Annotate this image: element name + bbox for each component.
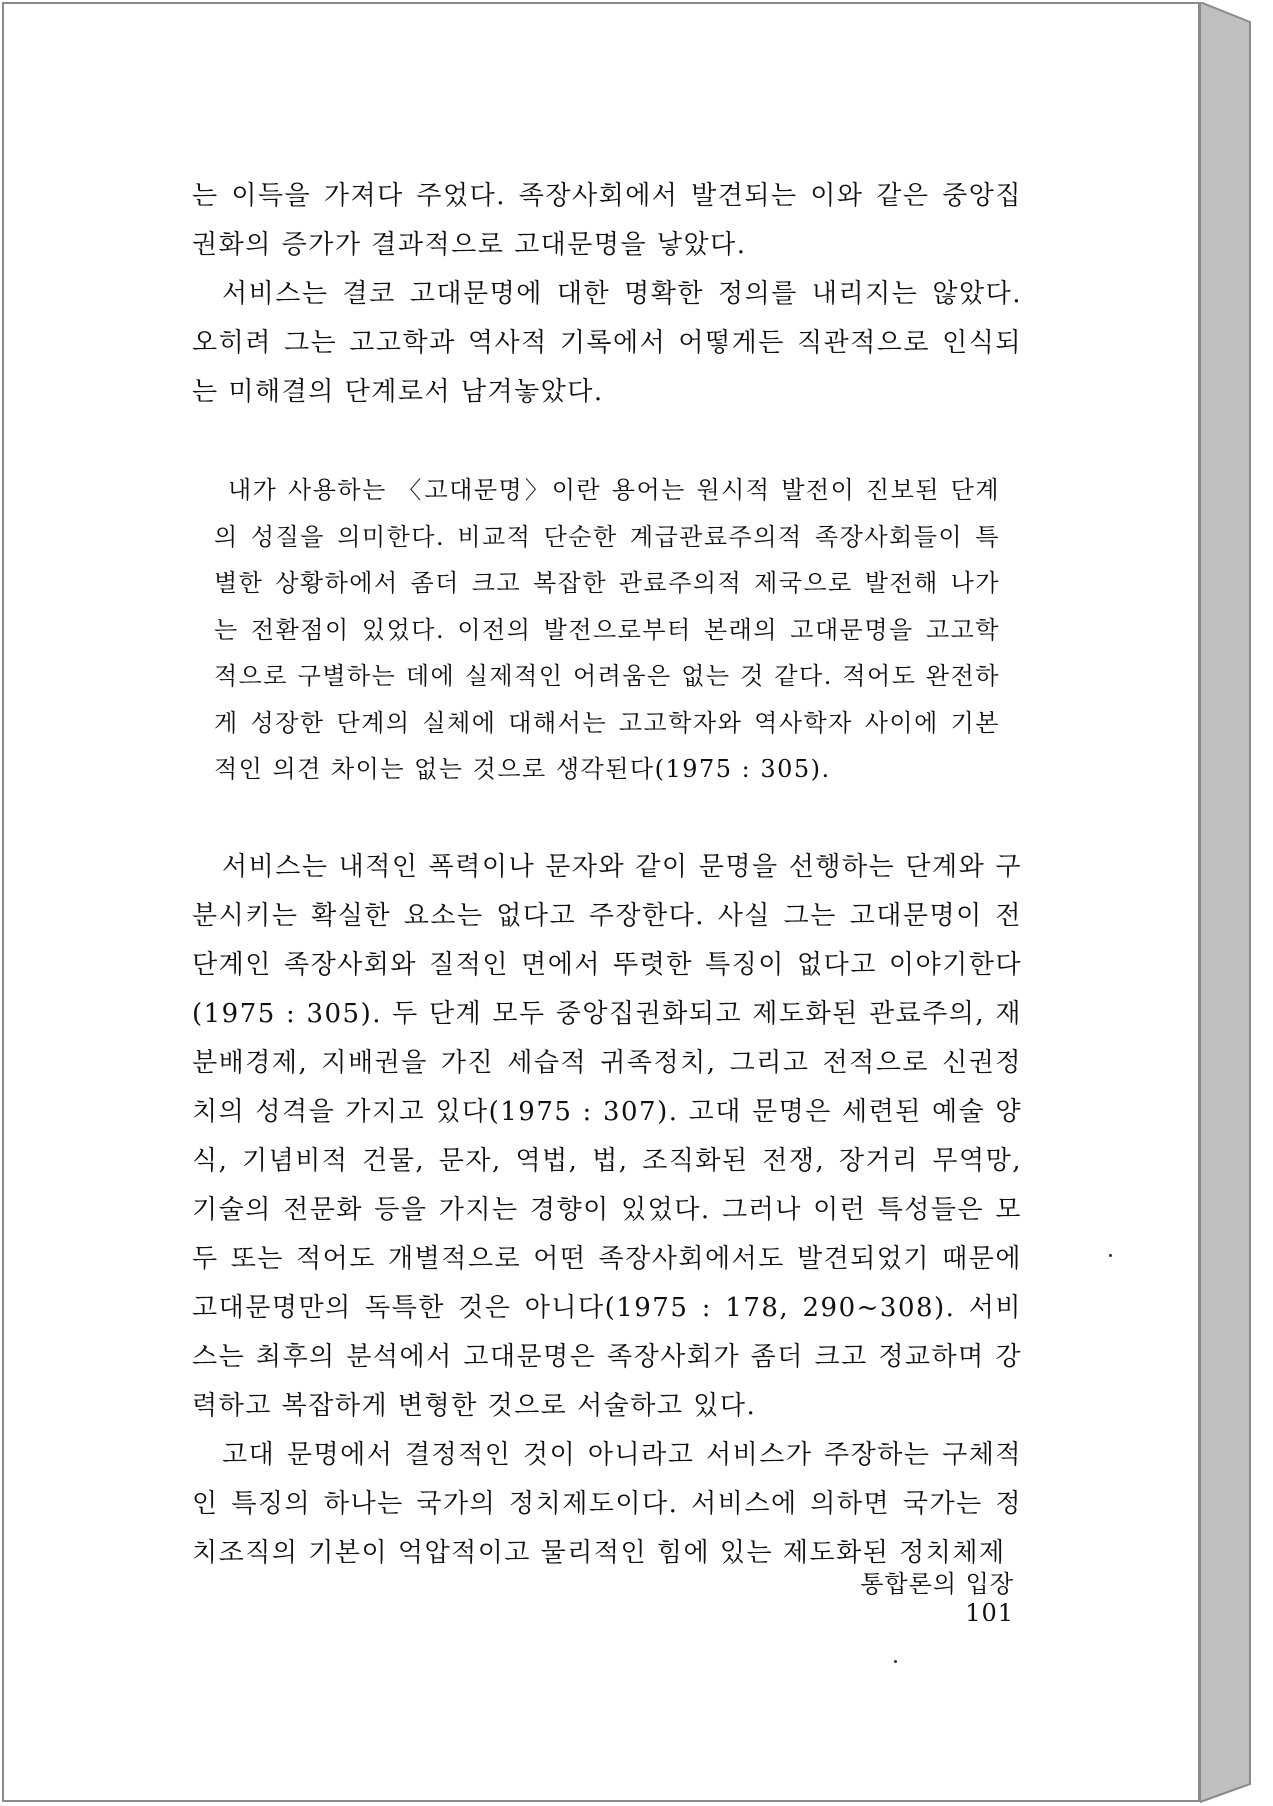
paragraph-1: 는 이득을 가져다 주었다. 족장사회에서 발견되는 이와 같은 중앙집권화의 증가가 결과적으로 고대문명을 낳았다. — [192, 181, 1022, 260]
block-quote: 내가 사용하는 〈고대문명〉이란 용어는 원시적 발전이 진보된 단계의 성질을 의미한다. 비교적 단순한 계급관료주의적 족장사회들이 특별한 상황하에서 좀더 크고 복잡한 관료주의적 제국으로 발전해 나가는 전환점이 있었다. 이전의 발전으로부터 본래의 고대문명을 고고학적으로 구별하는 데에 실제적인 어려움은 없는 것 같다. 적어도 완전하게 성장한 단계의 실체에 대해서는 고고학자와 역사학자 사이에 기본적인 의견 차이는 없는 것으로 생각된다(1975 : 305). — [214, 476, 1000, 783]
scan-speck — [894, 1660, 897, 1663]
book-page — [2, 2, 1200, 1802]
scan-speck — [1109, 1254, 1112, 1257]
page-number: 101 — [965, 1599, 1014, 1627]
book-edge-graphic — [1200, 2, 1270, 1804]
paragraph-2: 서비스는 결코 고대문명에 대한 명확한 정의를 내리지는 않았다. 오히려 그는 고고학과 역사적 기록에서 어떻게든 직관적으로 인식되는 미해결의 단계로서 남겨놓았다. — [192, 279, 1022, 407]
paragraph-3: 서비스는 내적인 폭력이나 문자와 같이 문명을 선행하는 단계와 구분시키는 확실한 요소는 없다고 주장한다. 사실 그는 고대문명이 전단계인 족장사회와 질적인 면에서 뚜렷한 특징이 없다고 이야기한다(1975 : 305). 두 단계 모두 중앙집권화되고 제도화된 관료주의, 재분배경제, 지배권을 가진 세습적 귀족정치, 그리고 전적으로 신권정치의 성격을 가지고 있다(1975 : 307). 고대 문명은 세련된 예술 양식, 기념비적 건물, 문자, 역법, 법, 조직화된 전쟁, 장거리 무역망, 기술의 전문화 등을 가지는 경향이 있었다. 그러나 이런 특성들은 모두 또는 적어도 개별적으로 어떤 족장사회에서도 발견되었기 때문에 고대문명만의 독특한 것은 아니다(1975 : 178, 290~308). 서비스는 최후의 분석에서 고대문명은 족장사회가 좀더 크고 정교하며 강력하고 복잡하게 변형한 것으로 서술하고 있다. — [192, 851, 1022, 1421]
book-side-edge — [1200, 2, 1270, 1804]
page-text-body — [192, 172, 1022, 1578]
running-footer-title: 통합론의 입장 — [860, 1570, 1014, 1598]
page-footer — [794, 1564, 1014, 1627]
paragraph-4: 고대 문명에서 결정적인 것이 아니라고 서비스가 주장하는 구체적인 특징의 하나는 국가의 정치제도이다. 서비스에 의하면 국가는 정치조직의 기본이 억압적이고 물리적인 힘에 있는 제도화된 정치체제 — [192, 1439, 1022, 1568]
